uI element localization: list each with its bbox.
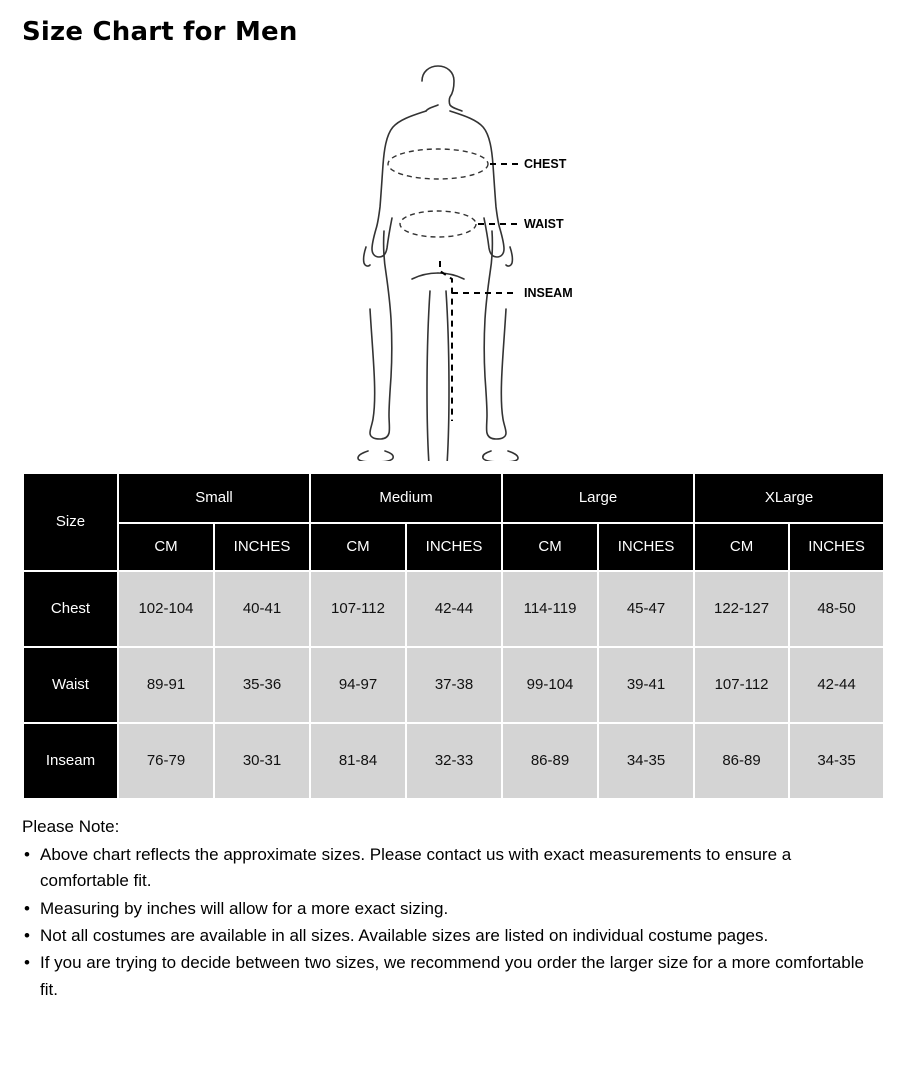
note-text: If you are trying to decide between two sizes, we recommend you order the larger size for a more comfortable fit. <box>40 953 864 999</box>
measurement-figure <box>22 61 883 466</box>
table-header-row-units <box>23 523 884 571</box>
table-cell: 81-84 <box>310 723 406 799</box>
table-row <box>23 571 884 647</box>
table-unit-header: INCHES <box>214 523 310 571</box>
table-unit-header: CM <box>310 523 406 571</box>
table-header-large: Large <box>502 473 694 523</box>
table-header-medium: Medium <box>310 473 502 523</box>
table-unit-header: CM <box>694 523 789 571</box>
table-cell: 114-119 <box>502 571 598 647</box>
notes-section <box>22 814 883 1003</box>
table-cell: 89-91 <box>118 647 214 723</box>
table-cell: 45-47 <box>598 571 694 647</box>
figure-label-waist: WAIST <box>524 216 564 231</box>
note-text: Not all costumes are available in all sizes. Available sizes are listed on individual costume pages. <box>40 925 769 945</box>
list-item <box>22 896 883 922</box>
table-cell: 30-31 <box>214 723 310 799</box>
table-cell: 34-35 <box>789 723 884 799</box>
table-cell: 39-41 <box>598 647 694 723</box>
table-cell: 99-104 <box>502 647 598 723</box>
table-unit-header: INCHES <box>789 523 884 571</box>
table-cell: 37-38 <box>406 647 502 723</box>
figure-label-chest: CHEST <box>524 156 567 171</box>
table-row <box>23 647 884 723</box>
size-chart-table <box>22 472 885 800</box>
table-cell: 48-50 <box>789 571 884 647</box>
table-cell: 34-35 <box>598 723 694 799</box>
table-cell: 40-41 <box>214 571 310 647</box>
table-unit-header: INCHES <box>598 523 694 571</box>
table-cell: 107-112 <box>694 647 789 723</box>
table-unit-header: INCHES <box>406 523 502 571</box>
table-cell: 102-104 <box>118 571 214 647</box>
table-unit-header: CM <box>118 523 214 571</box>
figure-label-inseam: INSEAM <box>524 285 573 300</box>
page-title: Size Chart for Men <box>22 17 298 47</box>
male-body-measurement-diagram-icon <box>322 61 662 461</box>
table-cell: 42-44 <box>406 571 502 647</box>
table-header-xlarge: XLarge <box>694 473 884 523</box>
list-item <box>22 950 883 1003</box>
table-corner-size-label: Size <box>23 473 118 571</box>
row-label-inseam: Inseam <box>23 723 118 799</box>
table-cell: 86-89 <box>694 723 789 799</box>
row-label-chest: Chest <box>23 571 118 647</box>
table-cell: 94-97 <box>310 647 406 723</box>
table-unit-header: CM <box>502 523 598 571</box>
table-cell: 107-112 <box>310 571 406 647</box>
table-cell: 122-127 <box>694 571 789 647</box>
list-item <box>22 842 883 895</box>
notes-heading: Please Note: <box>22 816 120 836</box>
table-cell: 32-33 <box>406 723 502 799</box>
table-header-row-sizes <box>23 473 884 523</box>
table-header-small: Small <box>118 473 310 523</box>
table-cell: 42-44 <box>789 647 884 723</box>
list-item <box>22 923 883 949</box>
table-row <box>23 723 884 799</box>
row-label-waist: Waist <box>23 647 118 723</box>
note-text: Above chart reflects the approximate sizes. Please contact us with exact measurements to ensure a comfortable fit. <box>40 844 792 891</box>
table-cell: 76-79 <box>118 723 214 799</box>
notes-list <box>22 842 883 1003</box>
table-cell: 86-89 <box>502 723 598 799</box>
table-cell: 35-36 <box>214 647 310 723</box>
note-text: Measuring by inches will allow for a more exact sizing. <box>40 898 449 918</box>
